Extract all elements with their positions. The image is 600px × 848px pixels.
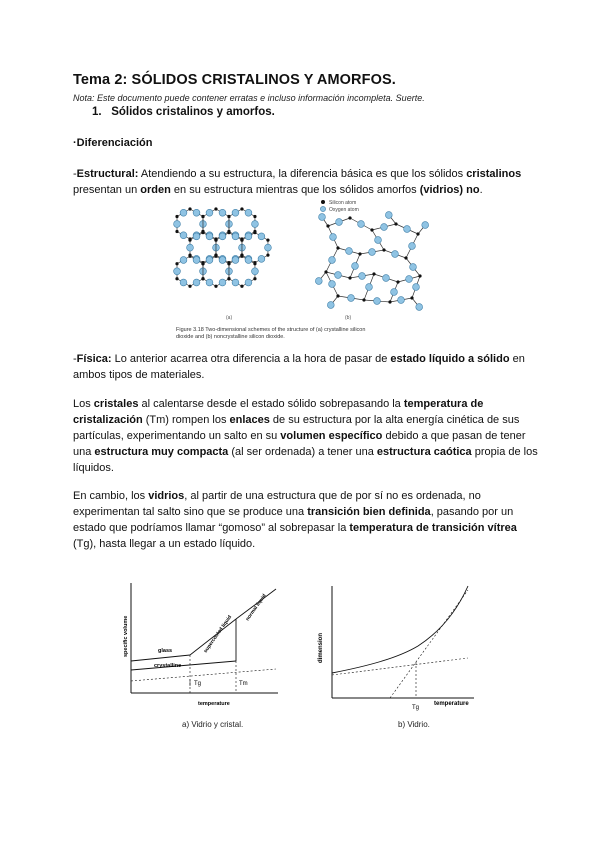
text-span: Física: (76, 353, 112, 365)
glass-label: glass (158, 648, 173, 654)
text-span: , al partir de una estructura que de por sí no es ordenada, no experimentan tal salto sino que se produce una (73, 490, 481, 518)
text-span: estructura muy compacta (94, 446, 229, 458)
text-span: - (73, 168, 77, 180)
text-span: En cambio, los (73, 490, 149, 502)
oxygen-atom (336, 219, 343, 226)
oxygen-atom (348, 295, 355, 302)
silicon-atom (201, 277, 204, 280)
silicon-atom (214, 285, 217, 288)
oxygen-atom (232, 209, 239, 216)
silicon-atom (396, 280, 399, 283)
figure-mark (332, 658, 468, 675)
oxygen-atom (358, 221, 365, 228)
oxygen-atom (206, 257, 213, 264)
silicon-atom (188, 239, 191, 242)
silicon-atom (410, 296, 413, 299)
y-axis-label: dimension (318, 632, 324, 663)
figure-label-a: (a) (226, 315, 233, 321)
text-span: , pasando por un estado que podríamos llamar “gomoso” al sobrepasar la (73, 506, 514, 534)
oxygen-atom (245, 233, 252, 240)
oxygen-atom (180, 209, 187, 216)
text-span: transición bien definida (307, 506, 431, 518)
figure-caption-line2: dioxide and (b) noncrystalline silicon dioxide. (176, 334, 285, 340)
text-span: . (479, 184, 483, 196)
oxygen-atom (258, 255, 265, 262)
section-number: 1. (92, 106, 102, 118)
oxygen-atom (219, 279, 226, 286)
text-span: propia de los líquidos. (73, 446, 538, 474)
silicon-atom (382, 248, 385, 251)
dimension-temperature-chart (308, 578, 488, 718)
oxygen-atom (174, 221, 181, 228)
oxygen-atom (206, 233, 213, 240)
figure-label-b: (b) (345, 315, 352, 321)
expansion-curve (332, 586, 468, 673)
text-span: Oxygen atom (329, 207, 359, 213)
tick-tg: Tg (412, 705, 420, 711)
silicon-atom (362, 298, 365, 301)
silicon-atom (404, 256, 407, 259)
oxygen-atom (329, 281, 336, 288)
figure-caption-line1: Figure 3.18 Two-dimensional schemes of the structure of (a) crystalline silicon (176, 327, 366, 333)
silicon-atom (214, 255, 217, 258)
silicon-atom (227, 262, 230, 265)
document-title: Tema 2: SÓLIDOS CRISTALINOS Y AMORFOS. (73, 72, 396, 88)
figure-mark (320, 206, 325, 211)
text-span: temperatura de cristalización (73, 398, 484, 426)
oxygen-atom (193, 233, 200, 240)
text-span: en ambos tipos de materiales. (73, 353, 525, 381)
oxygen-atom (406, 276, 413, 283)
silicon-atom (227, 215, 230, 218)
oxygen-atom (392, 251, 399, 258)
silicon-atom (253, 231, 256, 234)
silicon-atom (348, 276, 351, 279)
silicon-atom (240, 239, 243, 242)
oxygen-atom (329, 257, 336, 264)
oxygen-atom (410, 264, 417, 271)
silicon-atom (266, 254, 269, 257)
text-span: (Tg), hasta llegar a un estado líquido. (73, 538, 256, 550)
oxygen-atom (404, 226, 411, 233)
oxygen-atom (187, 244, 194, 251)
oxygen-atom (369, 249, 376, 256)
text-span: cristales (93, 398, 139, 410)
crystalline-label: crystalline (154, 663, 182, 669)
text-span: temperatura de transición vítrea (349, 522, 517, 534)
oxygen-atom (391, 289, 398, 296)
oxygen-atom (245, 209, 252, 216)
text-span: volumen específico (280, 430, 383, 442)
oxygen-atom (245, 257, 252, 264)
silicon-atom (175, 277, 178, 280)
section-heading (92, 106, 275, 118)
text-span: Atendiendo a su estructura, la diferencia básica es que los sólidos (138, 168, 467, 180)
silicon-atom (188, 207, 191, 210)
silicon-atom (201, 215, 204, 218)
oxygen-atom (385, 212, 392, 219)
silicon-atom (388, 300, 391, 303)
text-span: en su estructura mientras que los sólidos amorfos (170, 184, 420, 196)
oxygen-atom (335, 272, 342, 279)
text-span: (vidrios) no (419, 184, 480, 196)
silicon-atom (326, 224, 329, 227)
paragraph-fisica (73, 351, 543, 383)
subheading-diferenciacion: ·Diferenciación (73, 137, 153, 149)
silicon-atom (175, 230, 178, 233)
paragraph-estructural (73, 166, 543, 198)
silicon-atom (418, 274, 421, 277)
disclaimer-note: Nota: Este documento puede contener erratas e incluso información incompleta. Suerte. (73, 93, 425, 103)
oxygen-atom (193, 257, 200, 264)
oxygen-atom (219, 233, 226, 240)
silicon-atom (227, 231, 230, 234)
y-axis-label: specific volume (123, 615, 129, 657)
silicon-atom (336, 294, 339, 297)
oxygen-atom (383, 275, 390, 282)
oxygen-atom (409, 243, 416, 250)
text-span: debido a que pasan de tener una (73, 430, 526, 458)
text-span: estado líquido a sólido (390, 353, 510, 365)
crystalline-network (174, 207, 272, 287)
oxygen-atom (319, 214, 326, 221)
paragraph-vidrios (73, 488, 543, 552)
text-span: al calentarse desde el estado sólido sobrepasando la (138, 398, 404, 410)
glass-line (131, 655, 190, 661)
oxygen-atom (359, 273, 366, 280)
silicon-atom (372, 272, 375, 275)
silicon-atom (394, 222, 397, 225)
text-span: cristalinos (466, 168, 522, 180)
silicon-atom (266, 239, 269, 242)
oxygen-atom (180, 279, 187, 286)
oxygen-atom (174, 268, 181, 275)
oxygen-atom (265, 244, 272, 251)
silicon-atom (201, 231, 204, 234)
text-span: Los (73, 398, 94, 410)
oxygen-atom (258, 233, 265, 240)
oxygen-atom (206, 279, 213, 286)
volume-temperature-chart (118, 575, 283, 710)
oxygen-atom (330, 234, 337, 241)
amorphous-network (315, 212, 428, 311)
oxygen-atom (413, 284, 420, 291)
silicon-atom (336, 246, 339, 249)
oxygen-atom (232, 233, 239, 240)
section-label: Sólidos cristalinos y amorfos. (111, 106, 275, 118)
text-span: Silicon atom (329, 200, 357, 206)
oxygen-atom (206, 209, 213, 216)
oxygen-atom (245, 279, 252, 286)
figure-mark (131, 669, 276, 681)
text-span: estructura caótica (376, 446, 472, 458)
silicon-atom (240, 285, 243, 288)
caption-vidrio: b) Vidrio. (398, 720, 430, 729)
oxygen-atom (180, 257, 187, 264)
paragraph-cristales (73, 396, 543, 476)
text-span: - (73, 353, 77, 365)
oxygen-atom (219, 257, 226, 264)
supercooled-label: supercooled liquid (202, 614, 234, 655)
oxygen-atom (232, 257, 239, 264)
silicon-atom (240, 207, 243, 210)
silicon-atom (253, 277, 256, 280)
figure-mark (390, 590, 468, 698)
silicon-atom (175, 262, 178, 265)
silicon-atom (253, 262, 256, 265)
oxygen-atom (193, 209, 200, 216)
figure-mark (321, 200, 325, 204)
oxygen-atom (232, 279, 239, 286)
text-span: presentan un (73, 184, 141, 196)
tick-tm: Tm (239, 681, 248, 687)
oxygen-atom (375, 237, 382, 244)
silicon-atom (188, 255, 191, 258)
text-span: enlaces (229, 414, 270, 426)
oxygen-atom (327, 302, 334, 309)
tick-tg: Tg (194, 681, 202, 687)
silicon-atom (370, 228, 373, 231)
crystalline-line (131, 661, 236, 670)
silicon-atom (348, 216, 351, 219)
oxygen-atom (219, 209, 226, 216)
normal-liquid-label: normal liquid (244, 592, 268, 623)
text-span: (al ser ordenada) a tener una (228, 446, 377, 458)
caption-vidrio-cristal: a) Vidrio y cristal. (182, 720, 244, 729)
x-axis-label: temperature (434, 701, 469, 707)
oxygen-atom (252, 268, 259, 275)
oxygen-atom (193, 279, 200, 286)
text-span: Estructural: (76, 168, 139, 180)
x-axis-label: temperature (198, 701, 230, 707)
text-span: Lo anterior acarrea otra diferencia a la hora de pasar de (111, 353, 391, 365)
oxygen-atom (422, 222, 429, 229)
silicon-atom (201, 262, 204, 265)
text-span: vidrios (148, 490, 185, 502)
text-span: de su estructura por la alta energía cinética de sus partículas, experimentando un salto en su (73, 414, 520, 442)
oxygen-atom (180, 232, 187, 239)
oxygen-atom (252, 221, 259, 228)
oxygen-atom (352, 263, 359, 270)
silicon-atom (175, 215, 178, 218)
silicon-atom (416, 232, 419, 235)
oxygen-atom (374, 298, 381, 305)
oxygen-atom (366, 284, 373, 291)
silica-structure-figure (160, 196, 450, 342)
silicon-atom (240, 255, 243, 258)
oxygen-atom (416, 304, 423, 311)
text-span: (Tm) rompen los (142, 414, 230, 426)
silicon-atom (227, 277, 230, 280)
oxygen-atom (346, 248, 353, 255)
silicon-atom (358, 252, 361, 255)
oxygen-atom (381, 224, 388, 231)
figure-legend (320, 200, 358, 213)
silicon-atom (214, 239, 217, 242)
silicon-atom (214, 207, 217, 210)
oxygen-atom (398, 297, 405, 304)
silicon-atom (188, 285, 191, 288)
silicon-atom (324, 270, 327, 273)
oxygen-atom (315, 278, 322, 285)
silicon-atom (253, 215, 256, 218)
text-span: orden (140, 184, 171, 196)
